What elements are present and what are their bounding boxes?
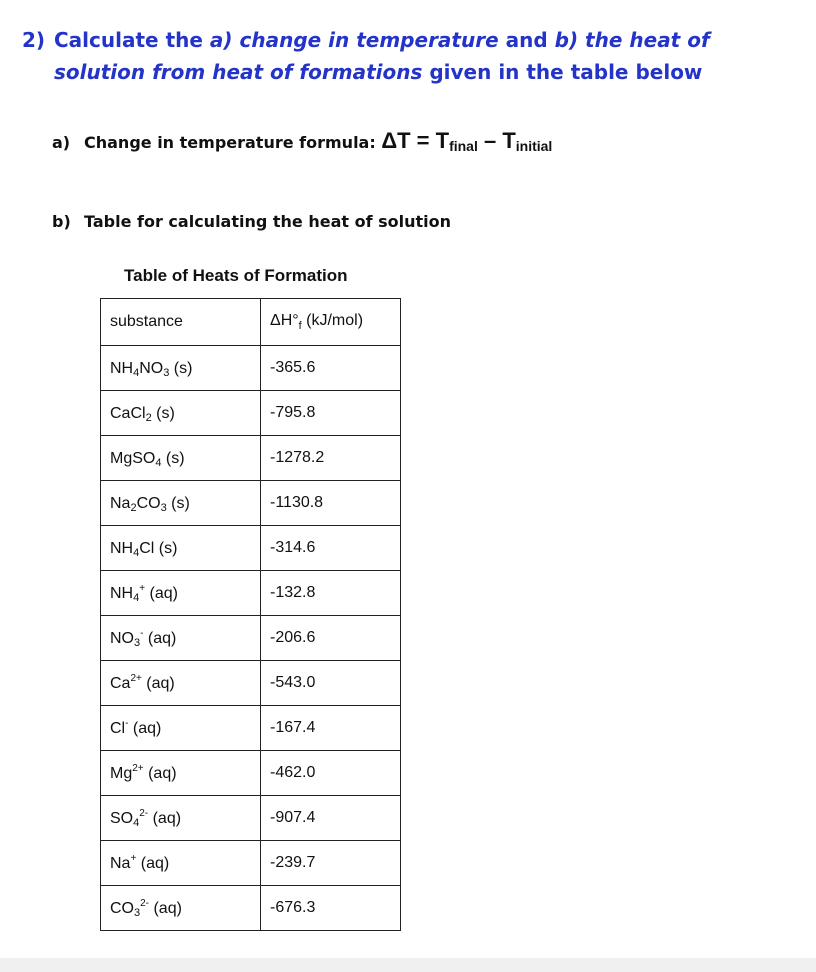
substance-cell: $NH_4NO_3$ (s) (101, 346, 261, 391)
table-row (101, 436, 401, 481)
substance-cell: $Mg^{2+}$ (aq) (101, 751, 261, 796)
enthalpy-value-cell: -1130.8 (261, 481, 401, 526)
enthalpy-value-cell: -314.6 (261, 526, 401, 571)
enthalpy-value-cell: -907.4 (261, 796, 401, 841)
delta-t-formula: $\Delta T = T_{final} - T_{initial}$ (381, 128, 553, 154)
enthalpy-value-cell: -1278.2 (261, 436, 401, 481)
enthalpy-value-cell: -676.3 (261, 886, 401, 931)
table-row (101, 571, 401, 616)
question-heading (22, 24, 802, 88)
part-b (52, 212, 451, 231)
table-row (101, 841, 401, 886)
substance-cell: $NO_3^-$ (aq) (101, 616, 261, 661)
part-b-text: Table for calculating the heat of solution (84, 212, 452, 231)
enthalpy-value-cell: -795.8 (261, 391, 401, 436)
question-text: Calculate the a) change in temperature and b) the heat of solution from heat of formations given in the table below (54, 28, 710, 84)
enthalpy-value-cell: -462.0 (261, 751, 401, 796)
substance-cell: $NH_4^+$ (aq) (101, 571, 261, 616)
substance-cell: MgSO$_4$ (s) (101, 436, 261, 481)
part-a (52, 128, 552, 154)
enthalpy-value-cell: -365.6 (261, 346, 401, 391)
table-row (101, 616, 401, 661)
table-row (101, 751, 401, 796)
table-header-row (101, 299, 401, 346)
table-row (101, 661, 401, 706)
substance-cell: $NH_4Cl$ (s) (101, 526, 261, 571)
enthalpy-value-cell: -132.8 (261, 571, 401, 616)
part-b-label: b) (52, 212, 71, 231)
substance-cell: Cl- (aq) (101, 706, 261, 751)
substance-cell: CaCl$_2$ (s) (101, 391, 261, 436)
substance-cell: $Ca^{2+}$ (aq) (101, 661, 261, 706)
table-row (101, 886, 401, 931)
enthalpy-value-cell: -239.7 (261, 841, 401, 886)
page-bottom-edge (0, 958, 816, 972)
table-row (101, 391, 401, 436)
part-a-label: a) (52, 133, 71, 152)
question-number: 2) (22, 28, 46, 52)
table-row (101, 346, 401, 391)
heats-of-formation-table (100, 298, 401, 931)
header-substance: substance (101, 299, 261, 346)
enthalpy-value-cell: -206.6 (261, 616, 401, 661)
table-row (101, 796, 401, 841)
enthalpy-value-cell: -167.4 (261, 706, 401, 751)
table-row (101, 481, 401, 526)
substance-cell: Na+ (aq) (101, 841, 261, 886)
enthalpy-value-cell: -543.0 (261, 661, 401, 706)
table-row (101, 706, 401, 751)
substance-cell: $Na_2CO_3$ (s) (101, 481, 261, 526)
table-row (101, 526, 401, 571)
substance-cell: $SO_4^{2-}$ (aq) (101, 796, 261, 841)
part-a-text: Change in temperature formula: (84, 133, 382, 152)
substance-cell: $CO_3^{2-}$ (aq) (101, 886, 261, 931)
header-enthalpy: $\Delta H^\circ_f$ (kJ/mol) (261, 299, 401, 346)
table-title: Table of Heats of Formation (124, 266, 348, 285)
